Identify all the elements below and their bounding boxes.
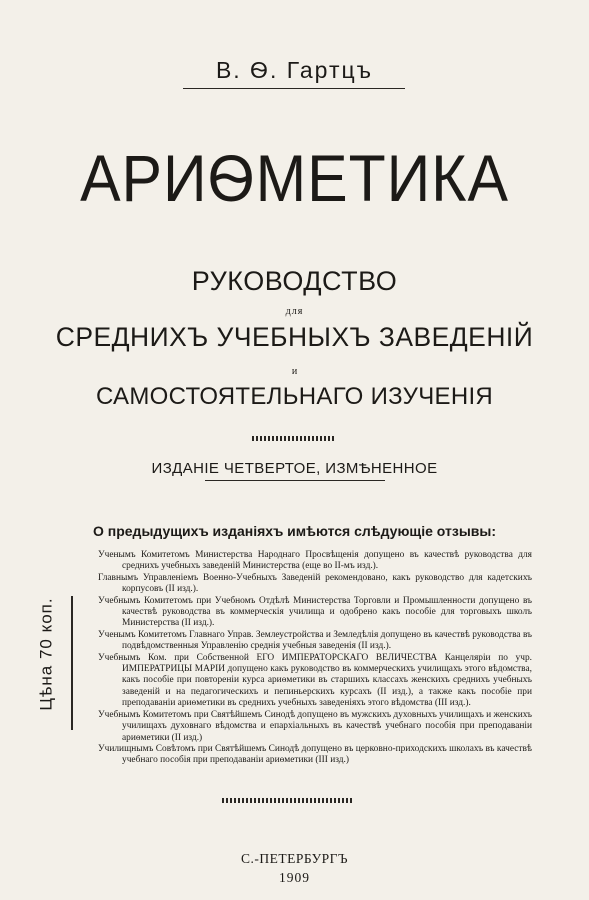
reviews-list: [98, 550, 532, 767]
subtitle-line-5: САМОСТОЯТЕЛЬНАГО ИЗУЧЕНІЯ: [95, 383, 494, 410]
edition-underline: [205, 480, 385, 481]
subtitle-line-3: СРЕДНИХЪ УЧЕБНЫХЪ ЗАВЕДЕНІЙ: [55, 322, 534, 352]
price-stamp: [28, 578, 66, 730]
review-item: Учебнымъ Комитетомъ при Святѣйшемъ Синодѣ допущено въ мужскихъ духовныхъ училищахъ и женскихъ училищахъ духовнаго вѣдомства и епархіальныхъ въ качествѣ учебнаго пособія при преподаваніи ариѳметики (II изд.): [98, 709, 532, 743]
edition-line: ИЗДАНІЕ ЧЕТВЕРТОЕ, ИЗМѢНЕННОЕ: [151, 460, 438, 477]
subtitle-line-4: и: [291, 366, 298, 377]
review-item: Учебнымъ Комитетомъ при Учебномъ Отдѣлѣ Министерства Торговли и Промышленности допущено въ качествѣ руководства въ коммерческія училища и одобрено какъ пособіе для торговыхъ школъ Министерства (II изд.).: [98, 595, 532, 629]
review-item: Учебнымъ Ком. при Собственной ЕГО ИМПЕРАТОРСКАГО ВЕЛИЧЕСТВА Канцеляріи по учр. ИМПЕРАТРИЦЫ МАРІИ допущено какъ руководство въ коммерческихъ училищахъ этого вѣдомства, какъ пособіе при повтореніи курса ариѳметики въ старшихъ классахъ женскихъ среднихъ учебныхъ заведеній и на педагогическихъ и пепиньерскихъ курсахъ (II изд.), а также какъ пособіе при преподаваніи ариѳметики въ среднихъ учебныхъ заведеніяхъ этого вѣдомства (III изд.).: [98, 652, 532, 709]
author-name: В. Ѳ. Гартцъ: [215, 57, 374, 83]
publication-year: 1909: [279, 870, 310, 885]
review-item: Главнымъ Управленіемъ Военно-Учебныхъ Заведеній рекомендовано, какъ руководство для кадетскихъ корпусовъ (II изд.).: [98, 572, 532, 595]
ornament-divider-top: [252, 436, 336, 441]
review-item: Училищнымъ Совѣтомъ при Святѣйшемъ Синодѣ допущено въ церковно-приходскихъ школахъ въ качествѣ учебнаго пособія при преподаваніи ариѳметики (III изд.): [98, 743, 532, 766]
subtitle-line-2: для: [285, 306, 304, 317]
publication-city: С.-ПЕТЕРБУРГЪ: [240, 851, 349, 866]
review-item: Ученымъ Комитетомъ Главнаго Управ. Землеустройства и Земледѣлія допущено въ качествѣ руководства въ подвѣдомственныя Управленію среднія учебныя заведенія (II изд.).: [98, 629, 532, 652]
subtitle-line-1: РУКОВОДСТВО: [191, 266, 398, 296]
author-underline: [183, 88, 405, 89]
book-title: АРИѲМЕТИКА: [80, 141, 509, 215]
reviews-heading: О предыдущихъ изданіяхъ имѣются слѣдующіе отзывы:: [92, 523, 496, 539]
ornament-divider-bottom: [222, 798, 352, 803]
price-text: Цѣна 70 коп.: [37, 597, 57, 711]
review-item: Ученымъ Комитетомъ Министерства Народнаго Просвѣщенія допущено въ качествѣ руководства для среднихъ учебныхъ заведеній Министерства (еще во II-мъ изд.).: [98, 550, 532, 572]
price-divider: [71, 596, 73, 730]
